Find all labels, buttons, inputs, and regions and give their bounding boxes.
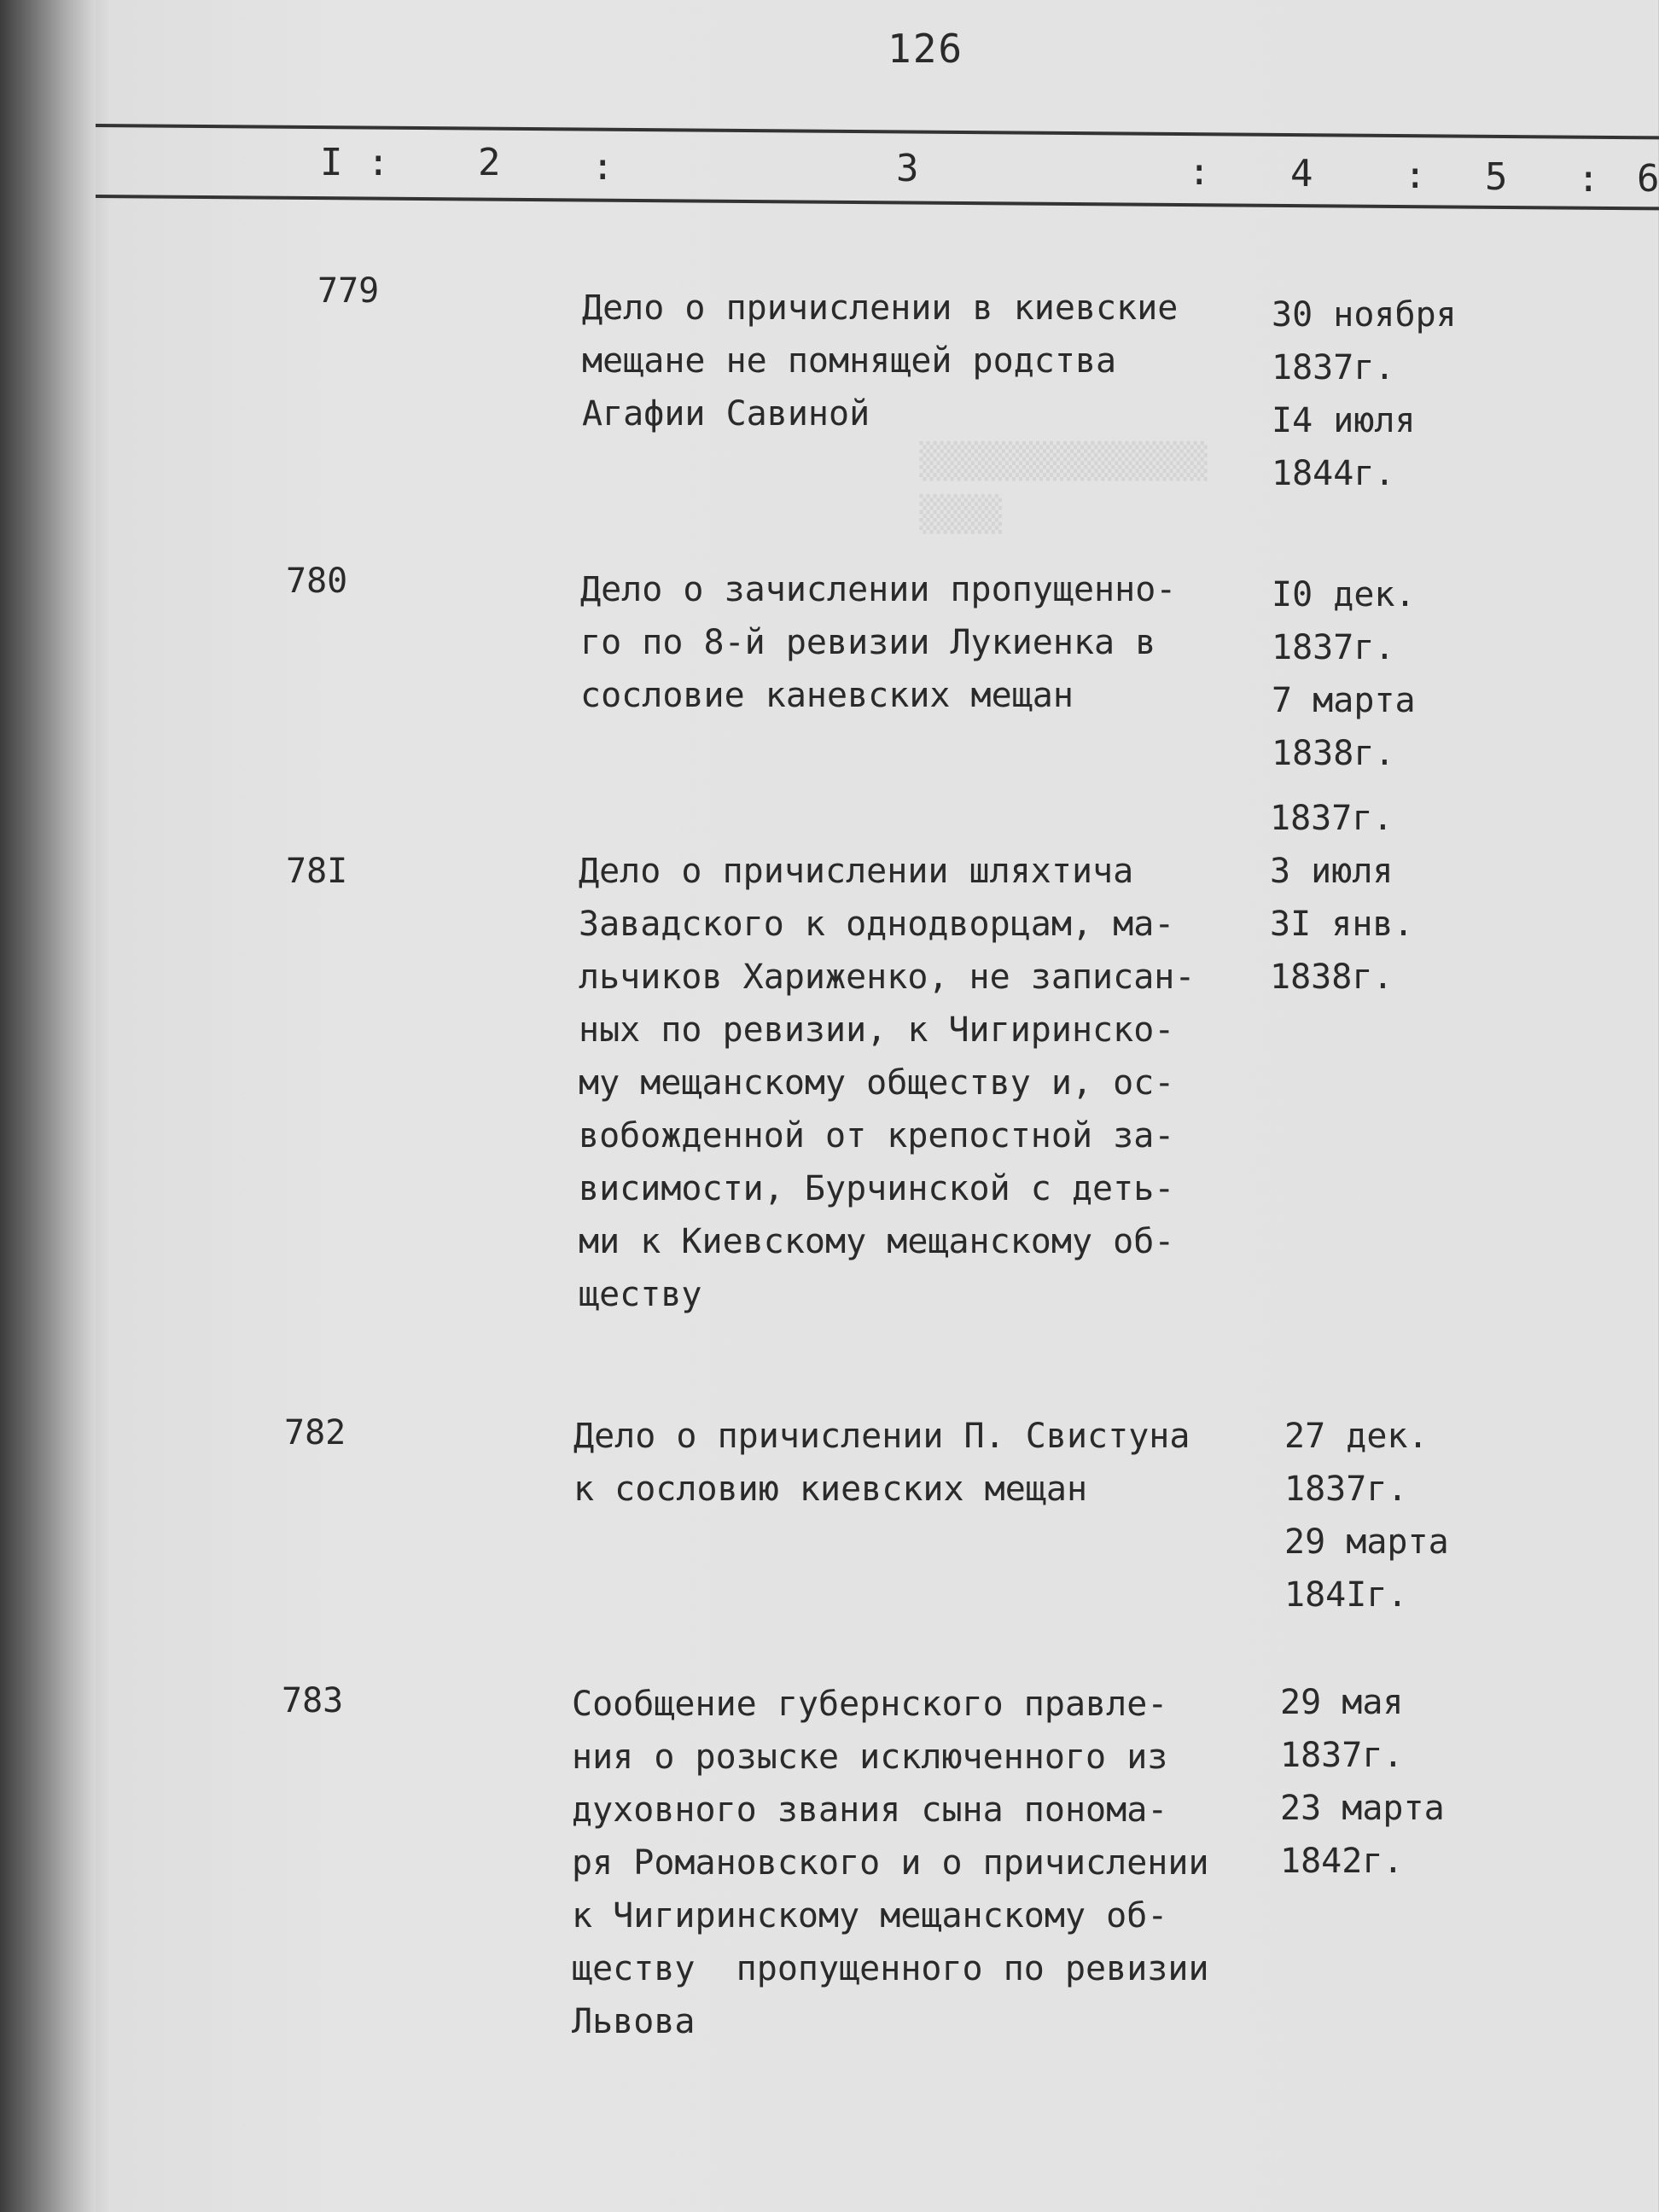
entry-number: 779	[317, 271, 380, 311]
entry-number: 78I	[286, 852, 348, 891]
column-header-3: 3	[896, 147, 919, 190]
entry-description: Дело о причислении шляхтича Завадского к однодворцам, ма- льчиков Хариженко, не записан- ных по ревизии, к Чигиринско- му мещанскому обществу и, ос- вобожденной от крепостной за- висимости, Бурчинской с деть- ми к Киевскому мещанскому об- ществу	[579, 852, 1196, 1314]
column-header-2: 2	[478, 141, 501, 184]
entry-dates: I0 дек. 1837г. 7 марта 1838г.	[1272, 575, 1416, 773]
table-header-top-rule	[96, 124, 1659, 139]
column-separator: :	[1577, 157, 1600, 201]
entry-dates: 27 дек. 1837г. 29 марта 184Iг.	[1284, 1417, 1449, 1615]
entry-dates: 29 мая 1837г. 23 марта 1842г.	[1280, 1683, 1445, 1881]
entry-number: 783	[282, 1681, 344, 1720]
column-separator: :	[367, 141, 390, 184]
column-separator: :	[591, 145, 614, 189]
column-header-4: 4	[1290, 152, 1313, 195]
entry-dates: 30 ноября 1837г. I4 июля 1844г.	[1272, 295, 1457, 493]
entry-number: 782	[284, 1413, 346, 1452]
page-number: 126	[888, 26, 964, 72]
column-separator: :	[1188, 150, 1211, 194]
entry-dates: 1837г. 3 июля 3I янв. 1838г.	[1270, 799, 1414, 997]
column-separator: :	[1404, 154, 1427, 197]
entry-description: Дело о причислении П. Свистуна к сословию киевских мещан	[573, 1417, 1190, 1509]
page-binding-edge	[0, 0, 96, 2212]
column-header-6: 6	[1637, 157, 1659, 201]
column-header-5: 5	[1485, 155, 1508, 199]
entry-description: Дело о зачислении пропущенно- го по 8-й ревизии Лукиенка в сословие каневских мещан	[580, 570, 1177, 715]
bleed-through-text: ▒▒▒▒▒▒▒▒▒▒▒▒▒▒ ▒▒▒▒	[919, 442, 1208, 534]
entry-description: Сообщение губернского правле- ния о розыске исключенного из духовного звания сына пономa- ря Романовского и о причислении к Чигиринскому мещанскому об- ществу пропущенного по ревизии Львова	[572, 1685, 1209, 2041]
entry-description: Дело о причислении в киевские мещане не помнящей родства Агафии Савиной	[582, 288, 1179, 434]
entry-number: 780	[286, 562, 348, 601]
column-header-1: I	[320, 141, 343, 184]
